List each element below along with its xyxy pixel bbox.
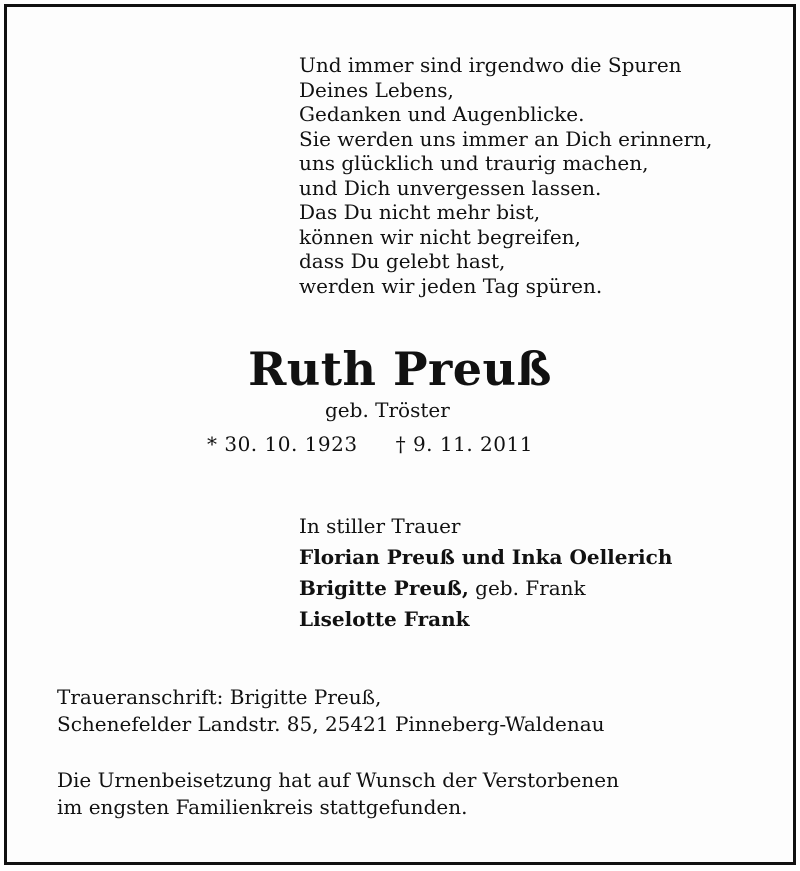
birth-name: geb. Tröster xyxy=(325,398,450,422)
poem-line: werden wir jeden Tag spüren. xyxy=(299,273,603,298)
poem-line: Deines Lebens, xyxy=(299,77,454,102)
burial-note xyxy=(57,767,619,821)
mourning-intro: In stiller Trauer xyxy=(299,514,461,538)
mourners-block xyxy=(299,511,672,635)
note-line: im engsten Familienkreis stattgefunden. xyxy=(57,795,468,819)
address-line: Schenefelder Landstr. 85, 25421 Pinneberg-Waldenau xyxy=(57,712,605,736)
mourner-maiden-name: geb. Frank xyxy=(468,576,586,600)
poem-line: Sie werden uns immer an Dich erinnern, xyxy=(299,126,713,151)
mourner-line: Liselotte Frank xyxy=(299,607,470,631)
poem-line: Gedanken und Augenblicke. xyxy=(299,102,585,126)
mourner-line xyxy=(299,573,672,604)
deceased-name: Ruth Preuß xyxy=(248,342,552,396)
death-date: † 9. 11. 2011 xyxy=(395,432,533,456)
mourning-address xyxy=(57,684,605,738)
poem-line: Und immer sind irgendwo die Spuren xyxy=(299,53,682,77)
poem-line: können wir nicht begreifen, xyxy=(299,224,581,249)
mourner-line: Florian Preuß und Inka Oellerich xyxy=(299,545,673,569)
note-line: Die Urnenbeisetzung hat auf Wunsch der Verstorbenen xyxy=(57,768,619,792)
poem-line: Das Du nicht mehr bist, xyxy=(299,200,541,224)
poem-line: dass Du gelebt hast, xyxy=(299,249,506,273)
mourner-name: Brigitte Preuß, xyxy=(299,576,469,600)
obituary-notice xyxy=(4,4,796,865)
birth-date: * 30. 10. 1923 xyxy=(207,432,358,456)
poem-line: uns glücklich und traurig machen, xyxy=(299,151,649,175)
memorial-poem xyxy=(299,53,712,298)
poem-line: und Dich unvergessen lassen. xyxy=(299,175,602,200)
address-line: Traueranschrift: Brigitte Preuß, xyxy=(57,685,382,709)
life-dates xyxy=(207,429,533,459)
